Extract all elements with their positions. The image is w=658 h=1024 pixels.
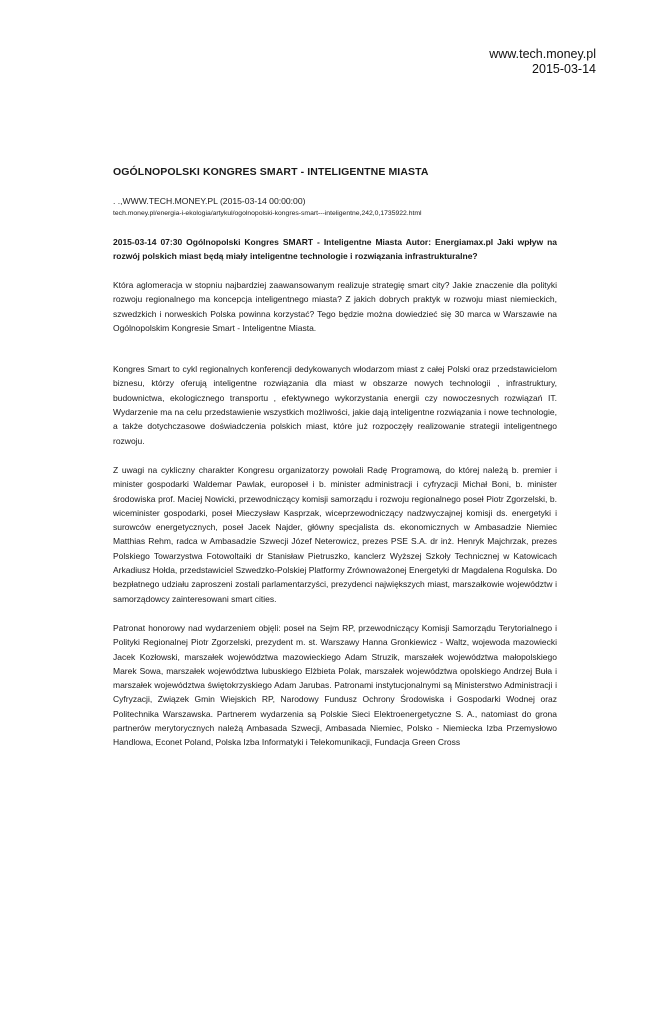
article-title: OGÓLNOPOLSKI KONGRES SMART - INTELIGENTNE MIASTA bbox=[113, 166, 429, 178]
site-name: www.tech.money.pl bbox=[489, 47, 596, 61]
article-paragraph: Która aglomeracja w stopniu najbardziej zaawansowanym realizuje strategię smart city? Jakie znaczenie dla polityki rozwoju regionalnego ma koncepcja inteligentnego miasta? Z jakich dobrych praktyk w rozwoju miast niemieckich, szwedzkich i norweskich Polska powinna korzystać? Tego będzie można dowiedzieć się 30 marca w Warszawie na Ogólnopolskim Kongresie Smart - Inteligentne Miasta. bbox=[113, 280, 557, 333]
article-url: tech.money.pl/energia-i-ekologia/artykul/ogolnopolski-kongres-smart---inteligentne,242,0,1735922.html bbox=[113, 210, 422, 217]
document-header bbox=[489, 47, 596, 77]
article-source: . .,WWW.TECH.MONEY.PL (2015-03-14 00:00:00) bbox=[113, 196, 306, 206]
document-date: 2015-03-14 bbox=[532, 62, 596, 76]
article-body bbox=[113, 166, 557, 750]
article-lead: 2015-03-14 07:30 Ogólnopolski Kongres SMART - Inteligentne Miasta Autor: Energiamax.pl Jaki wpływ na rozwój polskich miast będą miały inteligentne technologie i rozwiązania infrastrukturalne? bbox=[113, 237, 557, 261]
article-paragraph: Z uwagi na cykliczny charakter Kongresu organizatorzy powołali Radę Programową, do której należą b. premier i minister gospodarki Waldemar Pawlak, europoseł i b. minister administracji i cyfryzacji Michał Boni, b. minister środowiska prof. Maciej Nowicki, przewodniczący komisji samorządu i rozwoju regionalnego poseł Piotr Zgorzelski, b. wiceminister gospodarki, poseł Mieczysław Kasprzak, wiceprzewodniczący nadzwyczajnej komisji ds. energetyki i surowców energetycznych, poseł Jacek Najder, główny specjalista ds. ekonomicznych w Ambasadzie Niemiec Matthias Rehm, radca w Ambasadzie Szwecji Józef Neterowicz, prezes PSE S.A. dr inż. Henryk Majchrzak, prezes Polskiego Towarzystwa Fotowoltaiki dr Stanisław Pietruszko, kanclerz Wyższej Szkoły Technicznej w Katowicach Arkadiusz Hołda, przedstawiciel Szwedzko-Polskiej Platformy Zrównoważonej Energetyki dr Magdalena Rogulska. Do bezpłatnego udziału zaproszeni zostali parlamentarzyści, prezydenci największych miast, marszałkowie województw i samorządowcy zainteresowani smart cities. bbox=[113, 464, 557, 604]
article-paragraph: Patronat honorowy nad wydarzeniem objęli: poseł na Sejm RP, przewodniczący Komisji Samorządu Terytorialnego i Polityki Regionalnej Piotr Zgorzelski, prezydent m. st. Warszawy Hanna Gronkiewicz - Waltz, wojewoda mazowiecki Jacek Kozłowski, marszałek województwa mazowieckiego Adam Struzik, marszałek województwa małopolskiego Marek Sowa, marszałek województwa lubuskiego Elżbieta Polak, marszałek województwa opolskiego Andrzej Buła i marszałek województwa świętokrzyskiego Adam Jarubas. Patronami instytucjonalnymi są Ministerstwo Administracji i Cyfryzacji, Związek Gmin Wiejskich RP, Narodowy Fundusz Ochrony Środowiska i Gospodarki Wodnej oraz Politechnika Warszawska. Partnerem wydarzenia są Polskie Sieci Elektroenergetyczne S. A., natomiast do grona partnerów merytorycznych należą Ambasada Szwecji, Ambasada Niemiec, Polsko - Niemiecka Izba Przemysłowo Handlowa, Econet Poland, Polska Izba Informatyki i Telekomunikacji, Fundacja Green Cross bbox=[113, 622, 557, 748]
article-paragraph: Kongres Smart to cykl regionalnych konferencji dedykowanych włodarzom miast z całej Polski oraz przedstawicielom biznesu, którzy oferują inteligentne rozwiązania dla miast w obszarze nowych technologii , infrastruktury, budownictwa, ekologicznego transportu , efektywnego wykorzystania energii czy nowoczesnych rozwiązań IT. Wydarzenie ma na celu przedstawienie wszystkich możliwości, jakie dają inteligentne rozwiązania i nowe technologie, a także dotychczasowe doświadczenia polskich miast, które już rozpoczęły realizowanie strategii inteligentnego rozwoju. bbox=[113, 364, 557, 446]
